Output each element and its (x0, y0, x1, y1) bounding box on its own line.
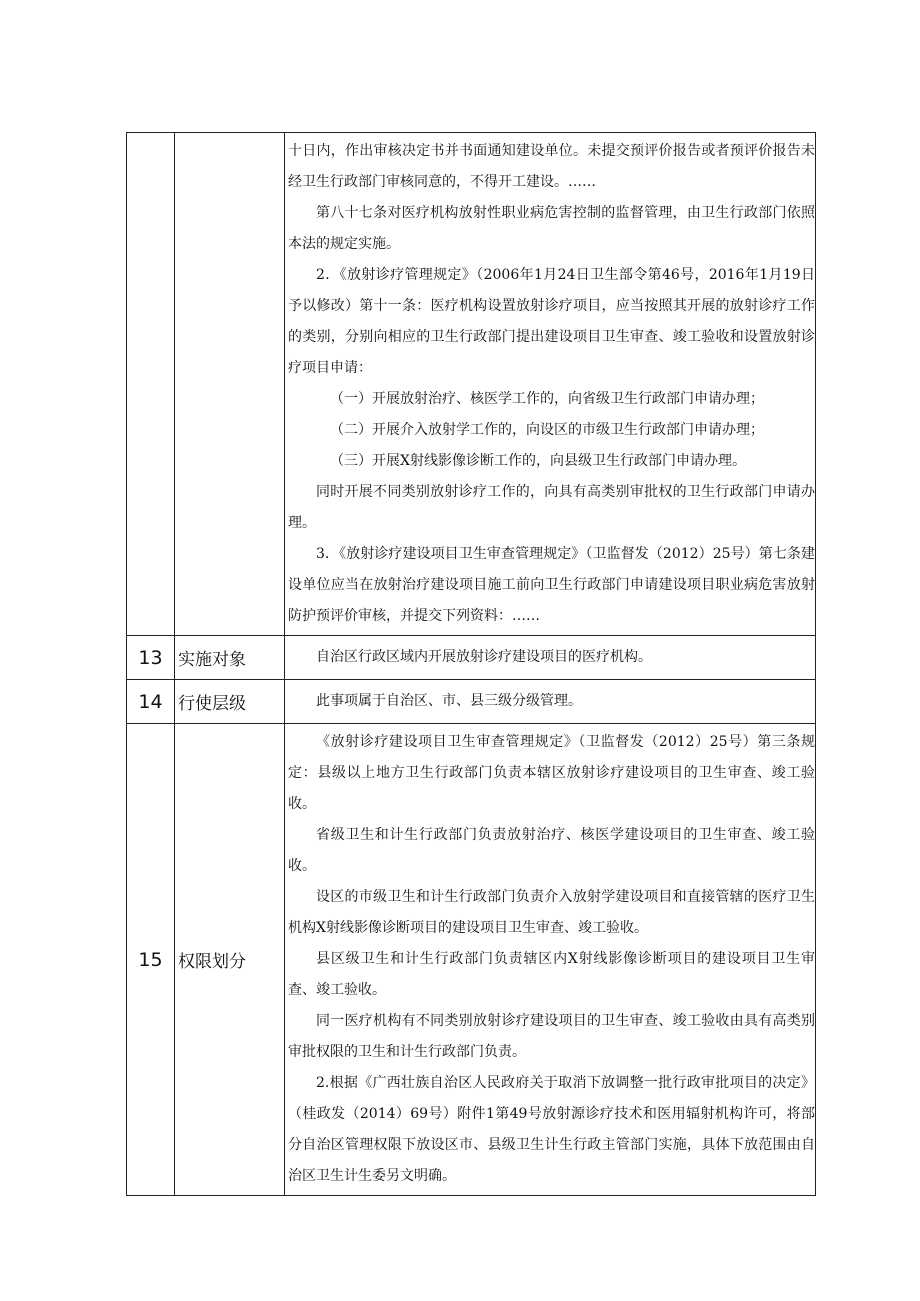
row-number-cell: 15 (127, 724, 175, 1196)
content-paragraph: 县区级卫生和计生行政部门负责辖区内X射线影像诊断项目的建设项目卫生审查、竣工验收。 (288, 951, 815, 998)
row-content-cell (285, 636, 816, 680)
row-label-cell: 实施对象 (175, 636, 285, 680)
content-paragraph: 2．《放射诊疗管理规定》（2006年1月24日卫生部令第46号，2016年1月19日予以修改）第十一条：医疗机构设置放射诊疗项目，应当按照其开展的放射诊疗工作的类别，分别向相应的卫生行政部门提出建设项目卫生审查、竣工验收和设置放射诊疗项目申请： (288, 267, 815, 376)
row-label-cell: 行使层级 (175, 680, 285, 724)
table-row (127, 133, 816, 636)
list-item: （三）开展X射线影像诊断工作的，向县级卫生行政部门申请办理。 (330, 453, 746, 469)
content-paragraph: 《放射诊疗建设项目卫生审查管理规定》（卫监督发（2012）25号）第三条规定：县级以上地方卫生行政部门负责本辖区放射诊疗建设项目的卫生审查、竣工验收。 (288, 734, 815, 812)
content-paragraph: 3．《放射诊疗建设项目卫生审查管理规定》（卫监督发（2012）25号）第七条建设单位应当在放射治疗建设项目施工前向卫生行政部门申请建设项目职业病危害放射防护预评价审核，并提交下列资料：…… (288, 546, 815, 624)
row-number-cell: 13 (127, 636, 175, 680)
content-paragraph: 第八十七条对医疗机构放射性职业病危害控制的监督管理，由卫生行政部门依照本法的规定实施。 (288, 205, 815, 252)
content-paragraph: 省级卫生和计生行政部门负责放射治疗、核医学建设项目的卫生审查、竣工验收。 (288, 827, 815, 874)
row-content-cell (285, 133, 816, 636)
list-item: （二）开展介入放射学工作的，向设区的市级卫生行政部门申请办理； (330, 422, 764, 438)
table-row (127, 680, 816, 724)
content-paragraph: 同时开展不同类别放射诊疗工作的，向具有高类别审批权的卫生行政部门申请办理。 (288, 484, 815, 531)
list-item: （一）开展放射治疗、核医学工作的，向省级卫生行政部门申请办理； (330, 391, 764, 407)
table-row (127, 636, 816, 680)
table-row (127, 724, 816, 1196)
row-number-cell (127, 133, 175, 636)
row-label-cell (175, 133, 285, 636)
content-paragraph: 同一医疗机构有不同类别放射诊疗建设项目的卫生审查、竣工验收由具有高类别审批权限的卫生和计生行政部门负责。 (288, 1013, 815, 1060)
row-content-cell (285, 724, 816, 1196)
row-label-cell: 权限划分 (175, 724, 285, 1196)
content-paragraph: 2.根据《广西壮族自治区人民政府关于取消下放调整一批行政审批项目的决定》（桂政发（2014）69号）附件1第49号放射源诊疗技术和医用辐射机构许可，将部分自治区管理权限下放设区市、县级卫生计生行政主管部门实施，具体下放范围由自治区卫生计生委另文明确。 (288, 1075, 815, 1184)
document-table (126, 132, 816, 1196)
content-paragraph: 十日内，作出审核决定书并书面通知建设单位。未提交预评价报告或者预评价报告未经卫生行政部门审核同意的，不得开工建设。…… (288, 143, 815, 190)
row-number-cell: 14 (127, 680, 175, 724)
table-body (127, 133, 816, 1196)
content-paragraph: 自治区行政区域内开展放射诊疗建设项目的医疗机构。 (316, 649, 652, 665)
content-paragraph: 设区的市级卫生和计生行政部门负责介入放射学建设项目和直接管辖的医疗卫生机构X射线影像诊断项目的建设项目卫生审查、竣工验收。 (288, 889, 815, 936)
row-content-cell (285, 680, 816, 724)
content-paragraph: 此事项属于自治区、市、县三级分级管理。 (316, 693, 582, 709)
